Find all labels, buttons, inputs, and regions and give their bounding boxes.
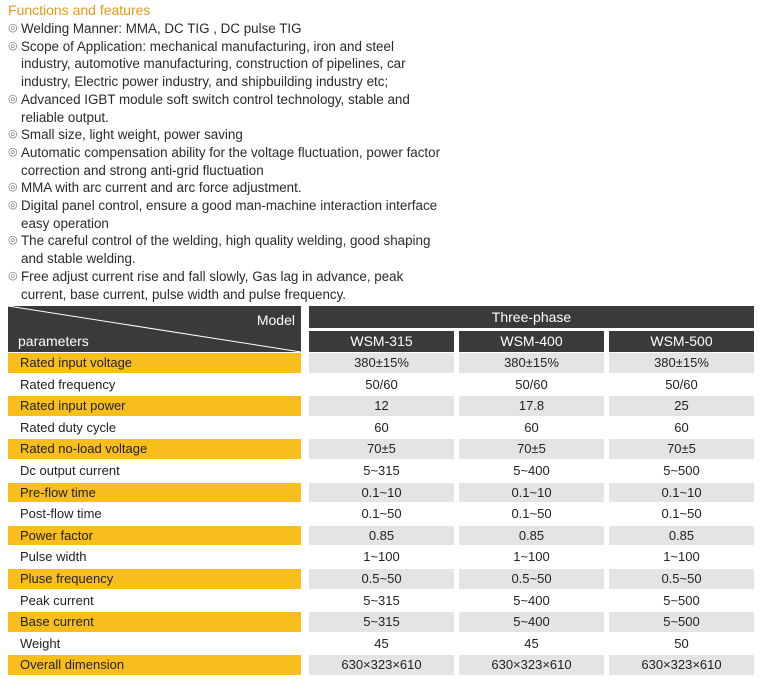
feature-line: Automatic compensation ability for the voltage fluctuation, power factor	[21, 144, 441, 160]
parameter-value: 70±5	[309, 439, 454, 459]
parameter-value: 5~400	[513, 462, 550, 478]
features-title: Functions and features	[8, 2, 151, 18]
feature-line: Welding Manner: MMA, DC TIG , DC pulse TIG	[21, 21, 302, 36]
feature-text	[21, 268, 758, 303]
parameter-value: 630×323×610	[459, 655, 604, 675]
parameter-value: 0.85	[309, 526, 454, 546]
parameter-name: Overall dimension	[8, 655, 301, 675]
parameter-value: 60	[674, 419, 689, 435]
parameter-value: 17.8	[459, 396, 604, 416]
feature-text	[21, 38, 758, 91]
parameter-name: Power factor	[8, 526, 301, 546]
table-row	[8, 546, 754, 568]
feature-text	[21, 20, 758, 38]
parameter-name: Rated no-load voltage	[8, 439, 301, 459]
parameter-value: 50/60	[515, 376, 548, 392]
parameter-value: 0.1~50	[361, 506, 402, 522]
feature-line: correction and strong anti-grid fluctuation	[21, 162, 264, 178]
parameter-value: 70±5	[459, 439, 604, 459]
parameter-name: Peak current	[20, 592, 94, 608]
bullet-icon: ◎	[8, 128, 18, 141]
parameter-value: 0.1~10	[459, 483, 604, 503]
feature-line: Small size, light weight, power saving	[21, 127, 243, 143]
table-row	[8, 482, 754, 504]
parameter-value: 5~500	[663, 592, 700, 608]
bullet-icon: ◎	[8, 145, 18, 158]
feature-line: and stable welding.	[21, 251, 136, 267]
feature-line: Scope of Application: mechanical manufacturing, iron and steel	[21, 38, 394, 54]
parameter-value: 0.1~50	[511, 506, 552, 522]
feature-item	[8, 126, 758, 144]
table-row	[8, 611, 754, 633]
feature-item	[8, 197, 758, 232]
parameter-name: Weight	[20, 635, 61, 651]
feature-line: reliable output.	[21, 109, 109, 125]
parameter-value: 0.5~50	[609, 569, 754, 589]
table-row	[8, 633, 754, 655]
parameter-value: 50	[674, 635, 689, 651]
parameter-value: 0.1~10	[309, 483, 454, 503]
parameter-value: 0.5~50	[459, 569, 604, 589]
bullet-icon: ◎	[8, 181, 18, 194]
parameter-name: Pulse width	[20, 549, 87, 565]
parameter-name: Rated duty cycle	[20, 419, 117, 435]
parameter-value: 5~315	[363, 592, 400, 608]
parameter-value: 630×323×610	[309, 655, 454, 675]
parameter-value: 380±15%	[459, 353, 604, 373]
table-row	[8, 654, 754, 676]
parameter-name: Base current	[8, 612, 301, 632]
parameter-value: 0.85	[459, 526, 604, 546]
feature-item	[8, 38, 758, 91]
features-section	[8, 2, 758, 303]
phase-label: Three-phase	[309, 306, 754, 328]
feature-text	[21, 91, 758, 126]
feature-item	[8, 20, 758, 38]
feature-line: easy operation	[21, 215, 109, 231]
feature-text	[21, 232, 758, 267]
parameter-name: Pre-flow time	[8, 483, 301, 503]
parameter-value: 1~100	[663, 549, 700, 565]
parameter-value: 0.85	[609, 526, 754, 546]
feature-text	[21, 179, 758, 197]
parameter-value: 45	[524, 635, 539, 651]
parameter-value: 50/60	[665, 376, 698, 392]
table-row	[8, 352, 754, 374]
parameters-label: parameters	[18, 333, 89, 349]
bullet-icon: ◎	[8, 92, 18, 105]
table-row	[8, 525, 754, 547]
parameter-name: Pluse frequency	[8, 569, 301, 589]
spec-rows	[8, 352, 754, 676]
spec-table	[8, 306, 754, 676]
parameter-value: 1~100	[363, 549, 400, 565]
bullet-icon: ◎	[8, 22, 18, 34]
table-row	[8, 374, 754, 396]
bullet-icon: ◎	[8, 39, 18, 52]
parameter-value: 25	[609, 396, 754, 416]
parameter-value: 5~400	[513, 592, 550, 608]
model-label: Model	[256, 312, 295, 328]
spec-table-header	[8, 306, 754, 352]
parameter-value: 1~100	[513, 549, 550, 565]
parameter-value: 630×323×610	[609, 655, 754, 675]
parameter-value: 50/60	[365, 376, 398, 392]
feature-item	[8, 91, 758, 126]
parameter-value: 5~315	[309, 612, 454, 632]
parameter-name: Post-flow time	[20, 506, 102, 522]
parameter-name: Rated input power	[8, 396, 301, 416]
parameter-value: 0.1~10	[609, 483, 754, 503]
feature-text	[21, 144, 758, 179]
table-row	[8, 395, 754, 417]
parameter-value: 380±15%	[309, 353, 454, 373]
bullet-icon: ◎	[8, 269, 18, 282]
table-row	[8, 417, 754, 439]
parameter-value: 5~500	[609, 612, 754, 632]
parameter-value: 5~315	[363, 462, 400, 478]
parameter-value: 0.5~50	[309, 569, 454, 589]
bullet-icon: ◎	[8, 234, 18, 247]
feature-line: Digital panel control, ensure a good man-machine interaction interface	[21, 198, 438, 214]
parameter-value: 60	[524, 419, 539, 435]
feature-item	[8, 232, 758, 267]
table-row	[8, 460, 754, 482]
feature-line: current, base current, pulse width and pulse frequency.	[21, 286, 347, 302]
model-header-1: WSM-315	[309, 331, 454, 352]
bullet-icon: ◎	[8, 199, 18, 212]
table-row	[8, 438, 754, 460]
feature-line: industry, automotive manufacturing, construction of pipelines, car	[21, 56, 406, 72]
parameter-value: 5~500	[663, 462, 700, 478]
parameter-name: Rated frequency	[20, 376, 116, 392]
feature-item	[8, 144, 758, 179]
parameter-value: 380±15%	[609, 353, 754, 373]
model-header-3: WSM-500	[609, 331, 754, 352]
feature-line: industry, Electric power industry, and shipbuilding industry etc;	[21, 74, 389, 90]
feature-item	[8, 268, 758, 303]
parameter-value: 0.1~50	[661, 506, 702, 522]
feature-text	[21, 126, 758, 144]
feature-line: Free adjust current rise and fall slowly, Gas lag in advance, peak	[21, 268, 404, 284]
features-list	[8, 20, 758, 303]
parameter-name: Dc output current	[20, 462, 120, 478]
feature-line: Advanced IGBT module soft switch control technology, stable and	[21, 91, 410, 107]
parameter-value: 60	[374, 419, 389, 435]
parameter-value: 45	[374, 635, 389, 651]
parameter-value: 12	[309, 396, 454, 416]
table-row	[8, 590, 754, 612]
table-row	[8, 503, 754, 525]
model-header-2: WSM-400	[459, 331, 604, 352]
table-row	[8, 568, 754, 590]
header-corner-cell	[8, 306, 301, 352]
feature-line: MMA with arc current and arc force adjustment.	[21, 180, 302, 196]
parameter-name: Rated input voltage	[8, 353, 301, 373]
feature-item	[8, 179, 758, 197]
feature-text	[21, 197, 758, 232]
parameter-value: 5~400	[459, 612, 604, 632]
feature-line: The careful control of the welding, high quality welding, good shaping	[21, 233, 431, 249]
parameter-value: 70±5	[609, 439, 754, 459]
